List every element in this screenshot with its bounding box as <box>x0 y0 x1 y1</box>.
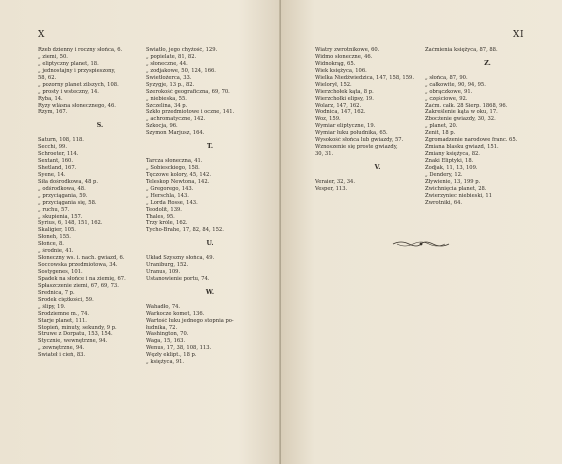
index-entry: „ ruchu, 57. <box>38 206 70 213</box>
decorative-ornament <box>391 239 451 249</box>
index-entry: Słoneh, 155. <box>38 234 71 241</box>
index-entry: Syrius, 6, 148, 151, 162. <box>38 220 103 227</box>
index-entry: „ obrączkowe, 91. <box>425 88 473 95</box>
index-entry: Wiatry zwrotnikowe, 60. <box>315 47 380 53</box>
index-entry: Trzy króle, 162. <box>146 220 188 227</box>
index-entry: „ jednostajny i przyspieszony, <box>38 67 116 74</box>
index-entry: Stopień, minuty, sekundy, 9 p. <box>38 324 117 331</box>
index-entry: Wielorył, 152. <box>315 81 352 88</box>
index-entry: „ Sobiesckiego, 158. <box>146 164 200 171</box>
index-entry: Tycho-Brahe, 17, 82, 84, 152. <box>146 227 224 234</box>
index-entry: „ słoneczne, 44. <box>146 60 188 67</box>
index-entry: Wierzchołki elipsy, 19. <box>315 95 374 102</box>
index-entry: Spadek na słońce i na ziemię, 67. <box>38 275 126 282</box>
index-entry: Szerokość geograficzna, 69, 70. <box>146 88 230 95</box>
index-entry <box>425 68 550 75</box>
index-entry: Wielka Niedźwiedzica, 147, 158, 159. <box>315 74 414 81</box>
index-letter-heading: S. <box>96 122 104 130</box>
index-entry: Szkło przedmiotowe i oczne, 141. <box>146 109 235 116</box>
index-entry: Wznoszenie się proste gwiazdy, <box>315 144 398 151</box>
index-entry: „ popielate, 81, 82. <box>146 53 197 60</box>
index-entry: Węzły eklipt., 18 p. <box>146 352 197 359</box>
index-entry: Uranus, 109. <box>146 269 181 275</box>
index-entry: Tęczowe kolory, 45, 142. <box>146 171 211 178</box>
index-entry: Starje planet, 111. <box>38 317 87 324</box>
index-column-left-a <box>38 47 162 359</box>
index-entry: „ Lorda Rosse, 143. <box>146 199 198 206</box>
index-entry: Schroeter, 114. <box>38 151 79 158</box>
index-entry: Zmiana blasku gwiazd, 151. <box>425 144 499 151</box>
index-entry <box>38 130 162 137</box>
index-entry: „ księżyca, 91. <box>146 359 185 366</box>
index-column-right-a <box>315 47 440 193</box>
index-entry: Ustanowienie portu, 74. <box>146 275 210 282</box>
index-entry: Soccowska przedmiotowa, 34. <box>38 262 118 269</box>
index-entry: łudnika, 72. <box>146 324 178 331</box>
index-entry: Świetłożerca, 33. <box>146 74 192 81</box>
index-entry: „ Dendery, 12. <box>425 171 463 178</box>
index-entry: Zakreślenie kąta w oku, 17. <box>425 109 498 116</box>
index-entry: „ Gregorego, 143. <box>146 185 194 192</box>
index-entry: Teodolit, 139. <box>146 206 182 213</box>
index-entry: Thales, 95. <box>146 213 175 220</box>
index-entry: Secchi, 99. <box>38 144 67 151</box>
index-entry: Sextant, 160. <box>38 158 74 164</box>
index-entry: „ częściowe, 92. <box>425 95 468 102</box>
index-entry: Światło, jego chyżość, 129. <box>146 47 218 53</box>
index-entry: Zaćmienia księżyca, 87, 88. <box>425 47 498 53</box>
index-entry: „ eliptyczny planet, 18. <box>38 60 99 67</box>
index-entry: „ przyciągania, 59. <box>38 192 88 199</box>
index-entry <box>315 172 440 179</box>
index-entry: 58, 62. <box>38 74 57 81</box>
index-entry: Wenus, 17, 38, 108, 113. <box>146 345 212 352</box>
index-entry: Zwierzyniec niebieski, 11 <box>425 192 493 199</box>
index-entry: Siła dośrodkowa, 48 p. <box>38 178 98 185</box>
index-entry: „ środnie, 41. <box>38 248 74 255</box>
index-letter-heading: T. <box>207 143 213 151</box>
index-entry: „ słońca, 87, 90. <box>425 74 468 81</box>
index-entry: „ pozorny planet zilszych, 108. <box>38 81 119 88</box>
index-entry: Woz, 159. <box>315 116 341 123</box>
index-entry: „ achromatyczne, 142. <box>146 116 206 123</box>
index-entry: Zływienie, 13, 199 p. <box>425 178 481 185</box>
index-entry: Uraniburg, 152. <box>146 262 189 269</box>
index-entry: Struwe z Dorpatu, 153, 154. <box>38 331 113 338</box>
index-entry: Widnokrąg, 65. <box>315 60 356 67</box>
index-entry: Zwichnięcia planet, 28. <box>425 185 487 192</box>
index-entry: Zbocżenie gwiazdy, 30, 32. <box>425 116 496 123</box>
index-entry: Ryba, 14. <box>38 95 63 102</box>
index-entry: Skaligier, 105. <box>38 227 76 234</box>
index-entry: Układ Szyszny słońca, 49. <box>146 255 215 262</box>
index-entry: „ niebieska, 55. <box>146 95 187 102</box>
index-entry <box>146 248 274 255</box>
index-entry: Świateł i cień, 83. <box>38 352 86 359</box>
index-entry: Tarcza słoneczna, 41. <box>146 158 203 164</box>
index-entry: Wartość łuku jednego stopnia po- <box>146 317 234 324</box>
index-entry: Ryzy wlásna słonecznego, 46. <box>38 102 116 109</box>
index-entry: Wodnica, 147, 162. <box>315 109 366 116</box>
index-entry: Zodjak, 11, 13, 109. <box>425 164 478 171</box>
index-entry: Wymiar łuku południka, 65. <box>315 130 388 137</box>
index-column-right-b <box>425 47 550 207</box>
index-entry: Szczelina, 34 p. <box>146 102 188 109</box>
index-entry: „ Herschla, 143. <box>146 192 189 199</box>
index-entry: Wierzchołek kąta, 8 p. <box>315 88 374 95</box>
index-letter-heading: V. <box>374 163 381 171</box>
index-entry: Wahadło, 74. <box>146 303 181 310</box>
index-entry: Washington, 70. <box>146 331 189 338</box>
index-entry: Sostygenes, 101. <box>38 269 83 275</box>
index-entry: Zmiany księżyca, 82. <box>425 151 480 158</box>
index-entry: Shetland, 167. <box>38 164 77 171</box>
index-letter-heading: Z. <box>484 59 491 67</box>
index-entry: Środek ciężkości, 59. <box>38 296 94 303</box>
index-entry: Wysokość słońca lub gwiazdy, 57. <box>315 137 404 144</box>
index-entry: Syene, 14. <box>38 171 66 178</box>
index-entry: Rzeb dzienny i roczny słońca, 6. <box>38 47 123 53</box>
index-entry: Spłaszczenie ziemi, 67, 69, 73. <box>38 282 119 289</box>
index-entry: Znaki Eliptyki, 18. <box>425 158 474 164</box>
page-number-right: XI <box>513 30 524 40</box>
index-entry <box>146 297 274 304</box>
index-entry: Zenit, 18 p. <box>425 130 456 137</box>
index-entry: Środziemne m., 74. <box>38 310 90 317</box>
index-entry: Słoneczny ws. i. nach. gwiazd, 6. <box>38 255 125 262</box>
index-entry: Zgromadzenie narodowe franc. 65. <box>425 137 518 144</box>
index-entry: Szymon Marjusz, 164. <box>146 130 205 137</box>
index-entry: „ ziemi, 50. <box>38 53 68 60</box>
index-entry: Wolarz, 147, 162. <box>315 102 362 109</box>
page-number-left: X <box>38 30 45 40</box>
index-entry: Waga, 15, 163. <box>146 338 186 345</box>
index-letter-heading: W. <box>205 288 215 296</box>
index-entry: Zaćm. całk. 28 Sierp. 1868, 96. <box>425 102 508 109</box>
index-entry: 30, 31. <box>315 151 334 158</box>
index-entry: Warkocze komet, 136. <box>146 310 205 317</box>
index-entry: Wymiar eliptyczne, 19. <box>315 123 376 130</box>
index-entry: „ przyciągania się, 58. <box>38 199 97 206</box>
index-entry: „ skupienia, 157. <box>38 213 83 220</box>
index-entry: Zwrotniki, 64. <box>425 199 463 206</box>
index-entry: „ ślipy, 19. <box>38 303 66 310</box>
index-entry: Rzym, 167. <box>38 109 68 116</box>
index-entry: Teleskop Newtona, 142. <box>146 178 210 185</box>
index-entry: Szkocja, 96. <box>146 123 178 130</box>
index-column-left-b <box>146 47 274 366</box>
index-entry: Widmo słoneczne, 46. <box>315 53 373 60</box>
index-entry: „ zodjakowe, 50, 124, 166. <box>146 67 216 74</box>
index-entry: Wiek księżyca, 106. <box>315 67 367 74</box>
index-entry: Veraier, 32, 34. <box>315 178 355 185</box>
index-entry: „ zewnętrzne, 94. <box>38 345 85 352</box>
index-letter-heading: U. <box>206 240 214 248</box>
index-entry <box>146 151 274 158</box>
right-page <box>281 0 562 464</box>
index-entry: „ całkowite, 90, 94, 95. <box>425 81 486 88</box>
index-entry: Vesper, 113. <box>315 185 348 192</box>
index-entry: Słońce, 8. <box>38 241 64 248</box>
index-entry: „ odśrodkowa, 48. <box>38 185 86 192</box>
index-entry: Stycznie, wewnętrzne, 94. <box>38 338 108 345</box>
index-entry: Saturn, 108, 118. <box>38 137 84 144</box>
index-entry: Średnica, 7 p. <box>38 289 75 296</box>
index-entry: Syzygje, 13 p., 82. <box>146 81 195 88</box>
index-entry: „ prosty i wsteczny, 14. <box>38 88 99 95</box>
index-entry: „ planet, 20. <box>425 123 458 130</box>
